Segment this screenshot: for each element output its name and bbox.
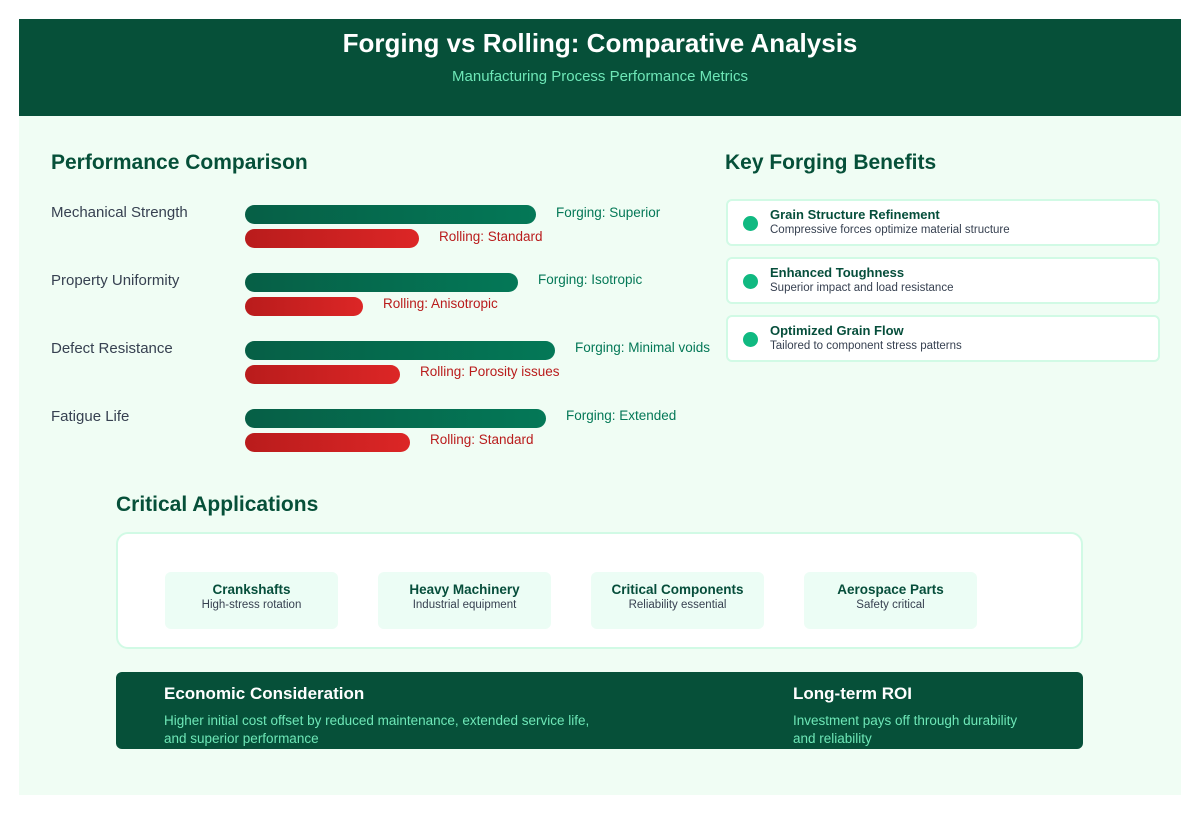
benefit-description: Superior impact and load resistance [770,282,954,294]
application-title: Aerospace Parts [837,582,944,597]
forging-bar-label: Forging: Minimal voids [575,340,711,355]
rolling-bar-label: Rolling: Porosity issues [420,364,560,379]
rolling-bar [245,365,400,384]
forging-bar-label: Forging: Extended [566,408,677,423]
rolling-bar-label: Rolling: Standard [430,432,534,447]
application-title: Critical Components [611,582,744,597]
benefit-card [726,199,1160,246]
forging-bar [245,273,518,292]
metric-label: Fatigue Life [51,408,130,425]
rolling-bar [245,433,410,452]
application-card [165,572,338,629]
application-description: Safety critical [856,599,925,611]
application-title: Crankshafts [212,582,291,597]
rolling-bar-label: Rolling: Standard [439,229,543,244]
benefit-card [726,315,1160,362]
roi-title: Long-term ROI [793,684,912,703]
rolling-bar [245,229,419,248]
rolling-bar-label: Rolling: Anisotropic [383,296,498,311]
benefit-description: Tailored to component stress patterns [770,340,962,352]
metric-label: Property Uniformity [51,272,180,289]
benefits-section-title: Key Forging Benefits [725,151,937,174]
application-card [378,572,551,629]
benefit-title: Grain Structure Refinement [770,207,940,222]
forging-bar [245,409,546,428]
economics-banner [116,672,1083,749]
forging-bar [245,341,555,360]
benefit-description: Compressive forces optimize material structure [770,224,1010,236]
economic-consideration-title: Economic Consideration [164,684,365,703]
benefit-title: Enhanced Toughness [770,265,905,280]
page-subtitle: Manufacturing Process Performance Metrics [452,68,748,85]
economic-text-line: and superior performance [164,731,319,746]
forging-bar-label: Forging: Isotropic [538,272,643,287]
application-title: Heavy Machinery [409,582,520,597]
economic-consideration-text [164,712,724,748]
roi-text-line: Investment pays off through durability [793,713,1018,728]
forging-bar-label: Forging: Superior [556,205,661,220]
applications-section-title: Critical Applications [116,493,319,516]
applications-panel [116,532,1083,649]
application-description: High-stress rotation [201,599,302,611]
benefit-title: Optimized Grain Flow [770,323,904,338]
metric-label: Defect Resistance [51,340,173,357]
roi-text [793,712,1073,748]
forging-bar [245,205,536,224]
application-description: Industrial equipment [412,599,517,611]
roi-text-line: and reliability [793,731,872,746]
application-description: Reliability essential [628,599,727,611]
application-card [591,572,764,629]
performance-section-title: Performance Comparison [51,151,308,174]
application-card [804,572,977,629]
infographic-page [19,19,1181,795]
bullet-dot-icon [743,274,758,289]
rolling-bar [245,297,363,316]
benefit-card [726,257,1160,304]
bullet-dot-icon [743,332,758,347]
page-title: Forging vs Rolling: Comparative Analysis [342,28,858,58]
metric-label: Mechanical Strength [51,204,188,221]
bullet-dot-icon [743,216,758,231]
economic-text-line: Higher initial cost offset by reduced maintenance, extended service life, [164,713,590,728]
header-banner [19,19,1181,116]
